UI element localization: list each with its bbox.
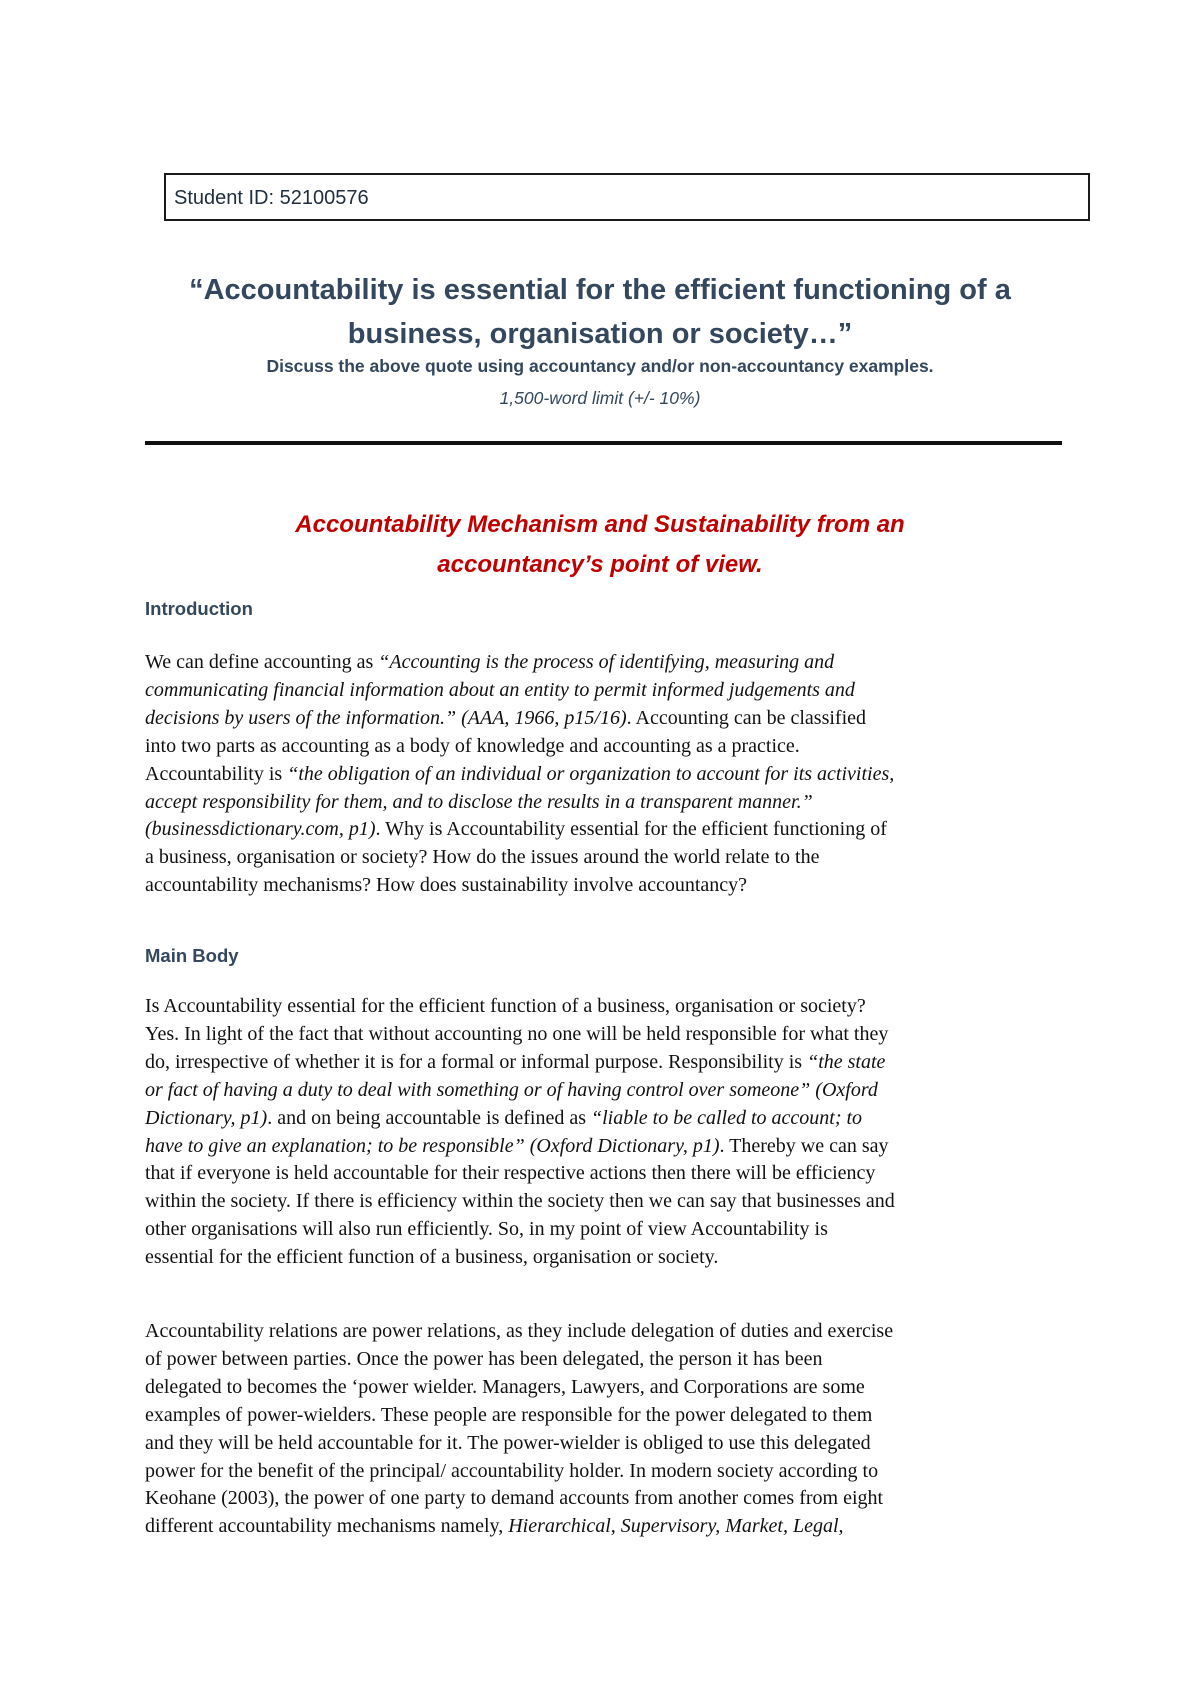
text-line: or fact of having a duty to deal with something or of having control over someone” (Oxford [145,1078,878,1101]
quote-title-line-2: business, organisation or society…” [347,318,853,350]
introduction-paragraph [145,649,1075,900]
text-line: Keohane (2003), the power of one party to demand accounts from another comes from eight [145,1487,884,1510]
main-body-heading: Main Body [145,945,239,966]
text-line: do, irrespective of whether it is for a formal or informal purpose. Responsibility is “the state [145,1050,886,1073]
text-line: (businessdictionary.com, p1). Why is Accountability essential for the efficient functioning of [145,818,887,841]
student-id-box [164,173,1090,221]
introduction-heading: Introduction [145,598,253,619]
text-line: power for the benefit of the principal/ accountability holder. In modern society according to [145,1459,879,1482]
discuss-instruction: Discuss the above quote using accountancy and/or non-accountancy examples. [266,356,934,376]
text-line: and they will be held accountable for it. The power-wielder is obliged to use this delegated [145,1431,871,1454]
text-line: essential for the efficient function of a business, organisation or society. [145,1246,719,1269]
text-line: examples of power-wielders. These people are responsible for the power delegated to them [145,1403,873,1426]
essay-title [100,505,1100,585]
text-line: within the society. If there is efficiency within the society then we can say that businesses and [145,1190,895,1213]
text-line: Yes. In light of the fact that without accounting no one will be held responsible for what they [145,1022,889,1045]
text-line: Accountability relations are power relations, as they include delegation of duties and exercise [145,1320,894,1342]
text-line: delegated to becomes the ‘power wielder. Managers, Lawyers, and Corporations are some [145,1375,865,1398]
word-limit: 1,500-word limit (+/- 10%) [499,388,701,408]
text-line: Accountability is “the obligation of an individual or organization to account for its activities, [145,762,895,785]
text-line: of power between parties. Once the power has been delegated, the person it has been [145,1347,823,1370]
text-line: a business, organisation or society? How do the issues around the world relate to the [145,846,820,869]
text-line: accept responsibility for them, and to disclose the results in a transparent manner.” [145,790,813,813]
text-line: decisions by users of the information.” (AAA, 1966, p15/16). Accounting can be classified [145,706,867,729]
text-line: different accountability mechanisms namely, Hierarchical, Supervisory, Market, Legal, [145,1515,844,1538]
text-line: other organisations will also run efficiently. So, in my point of view Accountability is [145,1218,828,1241]
text-line: Is Accountability essential for the efficient function of a business, organisation or society? [145,995,866,1017]
text-line: into two parts as accounting as a body of knowledge and accounting as a practice. [145,734,800,757]
essay-title-line-2: accountancy’s point of view. [437,551,763,578]
text-line: accountability mechanisms? How does sustainability involve accountancy? [145,874,748,897]
text-line: Dictionary, p1). and on being accountable is defined as “liable to be called to account; to [145,1106,863,1129]
text-line: have to give an explanation; to be responsible” (Oxford Dictionary, p1). Thereby we can say [145,1134,889,1157]
student-id-text: Student ID: 52100576 [174,187,369,209]
quote-title-line-1: “Accountability is essential for the efficient functioning of a [189,274,1011,306]
text-line: that if everyone is held accountable for their respective actions then there will be efficiency [145,1162,876,1185]
essay-title-line-1: Accountability Mechanism and Sustainability from an [295,511,905,538]
quote-title [100,268,1100,356]
main-body-paragraph-2 [145,1318,1075,1541]
text-line: communicating financial information about an entity to permit informed judgements and [145,678,855,701]
main-body-paragraph-1 [145,993,1075,1272]
text-line: We can define accounting as “Accounting is the process of identifying, measuring and [145,651,835,673]
horizontal-divider [145,441,1062,445]
